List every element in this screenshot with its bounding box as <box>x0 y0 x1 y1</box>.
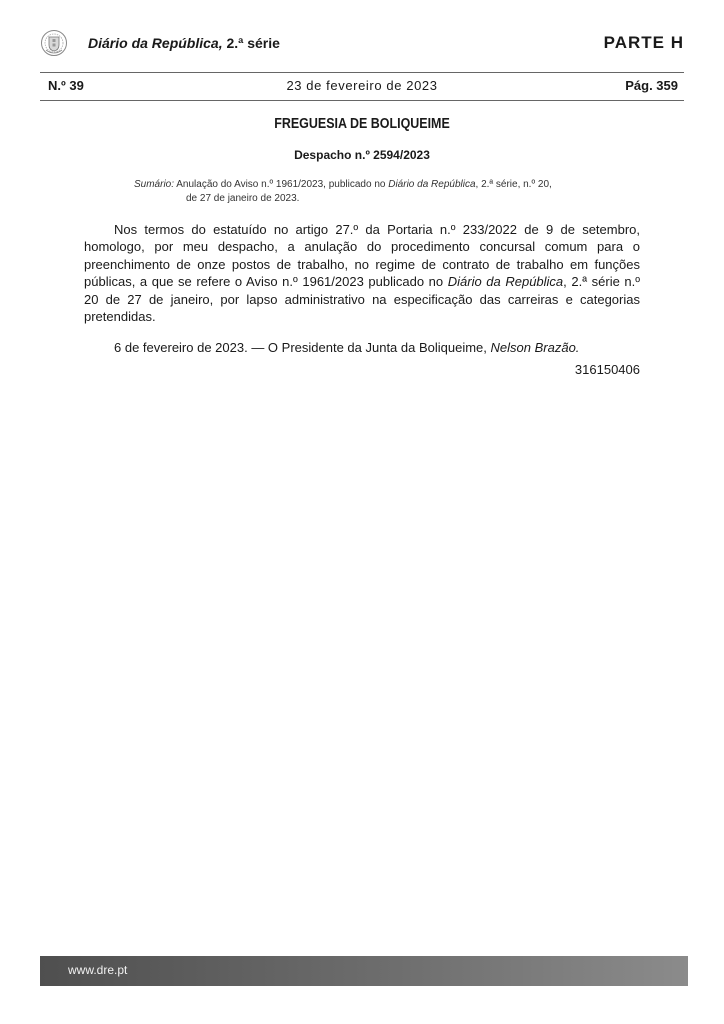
summary-text-1: Anulação do Aviso n.º 1961/2023, publicado no <box>176 179 386 190</box>
issue-number: N.º 39 <box>48 78 84 93</box>
document-body <box>84 116 640 377</box>
footer-url: www.dre.pt <box>68 963 128 977</box>
issue-bar <box>40 78 684 96</box>
page-footer <box>40 956 688 986</box>
part-label: PARTE H <box>603 33 684 52</box>
journal-series: 2.ª série <box>226 35 280 51</box>
body-text-1: Nos termos do estatuído no artigo 27.º da Portaria n.º 233/2022 de 9 de setembro, homologo, por meu despacho, a anulação do procedimento concursal comum para o preenchimento de onze postos de trabalho, no regime de contrato de trabalho em funções públicas, a que se refere o Aviso n.º 1961/2023 publicado no <box>84 222 640 290</box>
header-divider-bottom <box>40 100 684 101</box>
reference-number: 316150406 <box>574 361 640 377</box>
signature-line <box>84 339 640 356</box>
entity-heading: FREGUESIA DE BOLIQUEIME <box>274 116 450 132</box>
summary-journal-name: Diário da República <box>388 179 476 190</box>
summary-text-3: de 27 de janeiro de 2023. <box>186 192 300 204</box>
summary-text-2: , 2.ª série, n.º 20, <box>475 179 552 190</box>
summary <box>134 178 574 205</box>
body-journal-name: Diário da República <box>447 274 564 290</box>
signatory-name: Nelson Brazão. <box>490 340 580 356</box>
document-title: Despacho n.º 2594/2023 <box>294 148 430 162</box>
page-header <box>40 28 684 60</box>
body-paragraph <box>84 221 640 325</box>
journal-title <box>88 35 280 51</box>
journal-name: Diário da República, <box>88 35 223 51</box>
header-divider-top <box>40 72 684 73</box>
signature-text: 6 de fevereiro de 2023. — O Presidente da Junta da Boliqueime, <box>114 340 487 356</box>
coat-of-arms-icon <box>40 28 68 58</box>
summary-label: Sumário: <box>134 179 175 190</box>
issue-date: 23 de fevereiro de 2023 <box>286 78 438 93</box>
body-text-2: , 2.ª série n.º 20 de 27 de janeiro, por lapso administrativo na especificação das carreiras e categorias pretendidas. <box>84 274 640 325</box>
page-number: Pág. 359 <box>625 78 678 93</box>
